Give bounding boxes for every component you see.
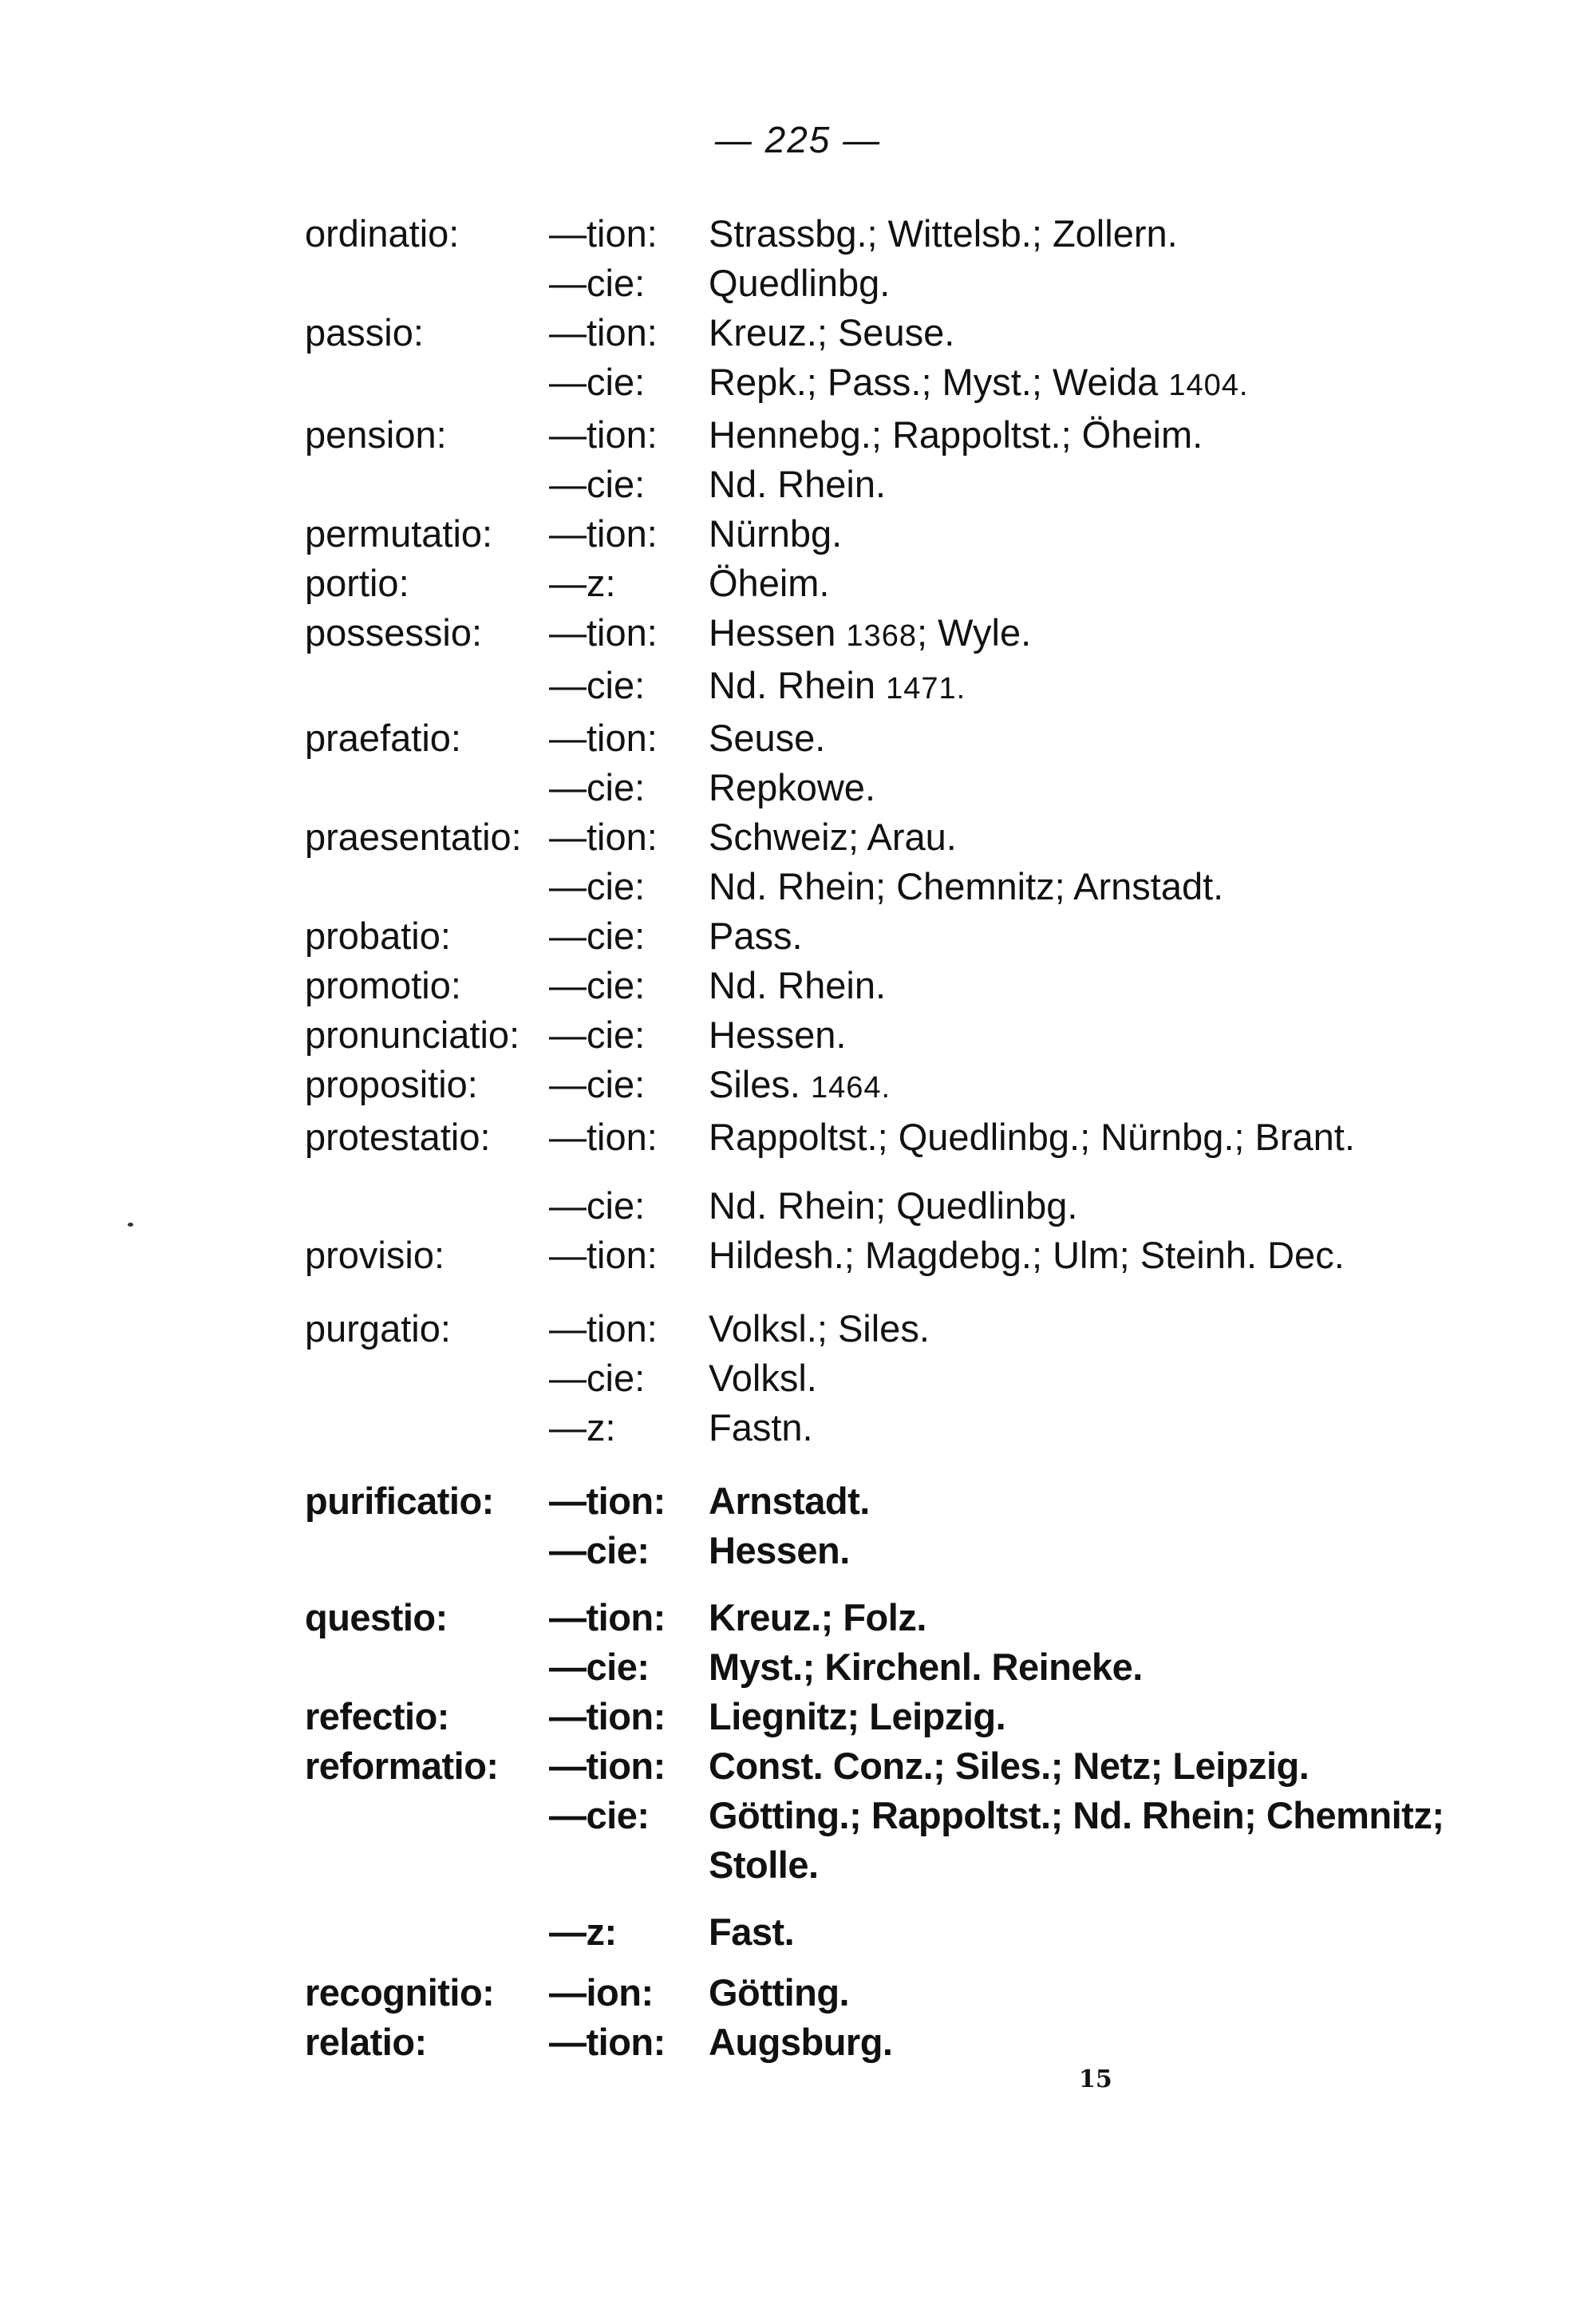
entry-suffix: —tion: xyxy=(549,717,658,759)
entry-sources xyxy=(709,410,1454,460)
entry-headword: provisio: xyxy=(305,1234,445,1276)
entry-headword xyxy=(305,460,538,509)
entry-row xyxy=(305,961,1454,1010)
entry-headword: promotio: xyxy=(305,964,461,1006)
entry-sources-text: Const. Conz.; Siles.; Netz; Leipzig. xyxy=(709,1745,1310,1787)
entry-suffix: —cie: xyxy=(549,1646,650,1688)
entry-headword: permutatio: xyxy=(305,512,493,555)
entry-headword xyxy=(305,1791,538,1890)
entry-suffix: —z: xyxy=(549,562,616,604)
entry-sources xyxy=(709,460,1454,509)
entry-row xyxy=(305,1010,1454,1060)
entry-sources-text: Seuse. xyxy=(709,717,826,759)
entry-row xyxy=(305,1593,1454,1642)
entry-sources xyxy=(709,1304,1454,1354)
entry-sources xyxy=(709,1181,1454,1231)
entry-sources-text: Hessen. xyxy=(709,1014,847,1056)
print-speck xyxy=(128,1223,133,1227)
entry-sources-text: Repk.; Pass.; Myst.; Weida xyxy=(709,361,1159,403)
glossary-list xyxy=(305,209,1454,2067)
entry-sources-text: Nürnbg. xyxy=(709,512,843,555)
entry-row xyxy=(305,509,1454,559)
entry-headword: possessio: xyxy=(305,611,483,654)
entry-suffix: —tion: xyxy=(549,816,658,858)
entry-row xyxy=(305,209,1454,259)
entry-sources-text: Myst.; Kirchenl. Reineke. xyxy=(709,1646,1143,1688)
entry-row xyxy=(305,1476,1454,1526)
entry-sources xyxy=(709,2018,1454,2067)
entry-sources xyxy=(709,1113,1454,1162)
entry-year: 1471. xyxy=(886,672,966,705)
entry-headword: praesentatio: xyxy=(305,816,522,858)
page-number: — 225 — xyxy=(714,119,882,160)
entry-sources xyxy=(709,911,1454,961)
entry-year: 1404. xyxy=(1168,369,1249,402)
entry-row xyxy=(305,862,1454,911)
entry-row xyxy=(305,608,1454,661)
entry-headword: propositio: xyxy=(305,1063,478,1105)
entry-headword: purgatio: xyxy=(305,1307,451,1350)
entry-suffix: —cie: xyxy=(549,865,646,907)
entry-suffix: —cie: xyxy=(549,915,646,957)
entry-row xyxy=(305,713,1454,763)
entry-sources xyxy=(709,1354,1454,1403)
entry-headword: pension: xyxy=(305,413,447,456)
entry-headword xyxy=(305,1907,538,1957)
entry-sources-text: Siles. xyxy=(709,1063,800,1105)
entry-row xyxy=(305,1692,1454,1741)
entry-sources xyxy=(709,1791,1454,1890)
entry-headword xyxy=(305,1181,538,1231)
entry-suffix: —tion: xyxy=(549,311,658,354)
entry-row xyxy=(305,1403,1454,1452)
entry-row xyxy=(305,1907,1454,1957)
entry-sources-text: Hildesh.; Magdebg.; Ulm; Steinh. Dec. xyxy=(709,1234,1345,1276)
entry-headword: ordinatio: xyxy=(305,212,460,255)
entry-sources xyxy=(709,1593,1454,1642)
entry-headword: protestatio: xyxy=(305,1116,491,1158)
entry-sources-text: Quedlinbg. xyxy=(709,262,891,304)
entry-sources xyxy=(709,713,1454,763)
entry-row xyxy=(305,1181,1454,1231)
entry-sources xyxy=(709,1692,1454,1741)
entry-row xyxy=(305,559,1454,608)
entry-sources-text: Repkowe. xyxy=(709,766,875,808)
entry-sources-text: Volksl.; Siles. xyxy=(709,1307,930,1350)
entry-headword xyxy=(305,1403,538,1452)
entry-headword: pronunciatio: xyxy=(305,1014,520,1056)
entry-headword xyxy=(305,358,538,410)
entry-headword xyxy=(305,1526,538,1575)
entry-year: 1464. xyxy=(811,1071,891,1105)
entry-suffix: —cie: xyxy=(549,1794,650,1836)
entry-suffix: —tion: xyxy=(549,1234,658,1276)
entry-sources-text: Fast. xyxy=(709,1911,795,1953)
entry-sources xyxy=(709,559,1454,608)
entry-suffix: —tion: xyxy=(549,1745,666,1787)
entry-sources xyxy=(709,1968,1454,2018)
entry-sources-text: Kreuz.; Folz. xyxy=(709,1596,926,1638)
entry-headword xyxy=(305,661,538,713)
entry-sources xyxy=(709,661,1454,713)
entry-sources-text: Nd. Rhein. xyxy=(709,463,887,505)
entry-sources-text: Nd. Rhein. xyxy=(709,964,887,1006)
entry-headword: refectio: xyxy=(305,1695,449,1737)
entry-headword: reformatio: xyxy=(305,1745,499,1787)
entry-row xyxy=(305,460,1454,509)
entry-row xyxy=(305,911,1454,961)
entry-year: 1368 xyxy=(846,619,917,653)
entry-sources xyxy=(709,862,1454,911)
entry-row xyxy=(305,259,1454,308)
entry-suffix: —cie: xyxy=(549,463,646,505)
entry-sources xyxy=(709,1403,1454,1452)
entry-sources xyxy=(709,1642,1454,1692)
entry-suffix: —z: xyxy=(549,1911,617,1953)
entry-sources xyxy=(709,1741,1454,1791)
entry-headword xyxy=(305,259,538,308)
entry-suffix: —tion: xyxy=(549,1307,658,1350)
entry-sources-text: Nd. Rhein; Chemnitz; Arnstadt. xyxy=(709,865,1224,907)
entry-sources xyxy=(709,763,1454,812)
entry-row xyxy=(305,1304,1454,1354)
entry-sources xyxy=(709,1231,1454,1280)
entry-sources-text: Rappoltst.; Quedlinbg.; Nürnbg.; Brant. xyxy=(709,1116,1355,1158)
entry-row xyxy=(305,1113,1454,1162)
entry-sources-text: Öheim. xyxy=(709,562,830,604)
entry-sources xyxy=(709,1010,1454,1060)
entry-row xyxy=(305,308,1454,358)
entry-headword: purificatio: xyxy=(305,1480,494,1522)
entry-sources-text: Nd. Rhein; Quedlinbg. xyxy=(709,1184,1078,1227)
entry-sources xyxy=(709,1060,1454,1113)
entry-suffix: —tion: xyxy=(549,212,658,255)
entry-headword xyxy=(305,862,538,911)
entry-headword: probatio: xyxy=(305,915,451,957)
entry-sources xyxy=(709,1526,1454,1575)
entry-suffix: —cie: xyxy=(549,361,646,403)
entry-row xyxy=(305,410,1454,460)
entry-sources-text: Pass. xyxy=(709,915,803,957)
printer-signature: 15 xyxy=(1079,2065,1112,2093)
entry-sources-text: Volksl. xyxy=(709,1357,817,1399)
entry-row xyxy=(305,1642,1454,1692)
entry-suffix: —tion: xyxy=(549,611,658,654)
entry-suffix: —cie: xyxy=(549,964,646,1006)
entry-suffix: —tion: xyxy=(549,1480,666,1522)
entry-sources-text: Hennebg.; Rappoltst.; Öheim. xyxy=(709,413,1203,456)
entry-sources-text: Hessen xyxy=(709,611,836,654)
entry-row xyxy=(305,1741,1454,1791)
entry-row xyxy=(305,763,1454,812)
entry-sources-text: Götting. xyxy=(709,1971,850,2014)
entry-sources xyxy=(709,259,1454,308)
entry-sources xyxy=(709,608,1454,661)
entry-headword xyxy=(305,763,538,812)
entry-sources-text: Kreuz.; Seuse. xyxy=(709,311,955,354)
entry-headword: praefatio: xyxy=(305,717,461,759)
entry-headword: portio: xyxy=(305,562,409,604)
entry-row xyxy=(305,1354,1454,1403)
entry-suffix: —ion: xyxy=(549,1971,654,2014)
entry-row xyxy=(305,1060,1454,1113)
entry-suffix: —tion: xyxy=(549,2021,666,2063)
entry-row xyxy=(305,661,1454,713)
entry-suffix: —tion: xyxy=(549,512,658,555)
entry-headword xyxy=(305,1642,538,1692)
entry-suffix: —tion: xyxy=(549,1596,666,1638)
entry-sources-text: Götting.; Rappoltst.; Nd. Rhein; Chemnitz; Stolle. xyxy=(709,1794,1444,1886)
entry-suffix: —cie: xyxy=(549,664,646,706)
entry-sources xyxy=(709,1476,1454,1526)
entry-sources-text: Strassbg.; Wittelsb.; Zollern. xyxy=(709,212,1178,255)
entry-headword: relatio: xyxy=(305,2021,427,2063)
entry-row xyxy=(305,1791,1454,1890)
entry-row xyxy=(305,1231,1454,1280)
entry-sources-text: Fastn. xyxy=(709,1406,813,1449)
entry-sources xyxy=(709,812,1454,862)
entry-row xyxy=(305,1968,1454,2018)
entry-sources xyxy=(709,1907,1454,1957)
entry-suffix: —cie: xyxy=(549,1529,650,1571)
entry-headword: recognitio: xyxy=(305,1971,495,2014)
entry-row xyxy=(305,812,1454,862)
entry-suffix: —cie: xyxy=(549,1063,646,1105)
entry-headword: questio: xyxy=(305,1596,448,1638)
entry-sources xyxy=(709,358,1454,410)
entry-suffix: —cie: xyxy=(549,1357,646,1399)
entry-suffix: —cie: xyxy=(549,262,646,304)
entry-sources xyxy=(709,308,1454,358)
entry-suffix: —cie: xyxy=(549,766,646,808)
entry-sources-text: Liegnitz; Leipzig. xyxy=(709,1695,1006,1737)
entry-sources-text: Schweiz; Arau. xyxy=(709,816,957,858)
entry-sources-text: Hessen. xyxy=(709,1529,850,1571)
entry-sources-text: Nd. Rhein xyxy=(709,664,875,706)
entry-sources xyxy=(709,961,1454,1010)
entry-row xyxy=(305,2018,1454,2067)
entry-headword: passio: xyxy=(305,311,424,354)
entry-sources xyxy=(709,209,1454,259)
entry-sources-after: ; Wyle. xyxy=(916,611,1032,654)
entry-headword xyxy=(305,1354,538,1403)
entry-row xyxy=(305,1526,1454,1575)
entry-suffix: —z: xyxy=(549,1406,616,1449)
entry-suffix: —cie: xyxy=(549,1184,646,1227)
entry-row xyxy=(305,358,1454,410)
entry-sources-text: Arnstadt. xyxy=(709,1480,870,1522)
entry-suffix: —tion: xyxy=(549,1695,666,1737)
entry-suffix: —tion: xyxy=(549,413,658,456)
entry-suffix: —tion: xyxy=(549,1116,658,1158)
entry-suffix: —cie: xyxy=(549,1014,646,1056)
entry-sources-text: Augsburg. xyxy=(709,2021,893,2063)
entry-sources xyxy=(709,509,1454,559)
